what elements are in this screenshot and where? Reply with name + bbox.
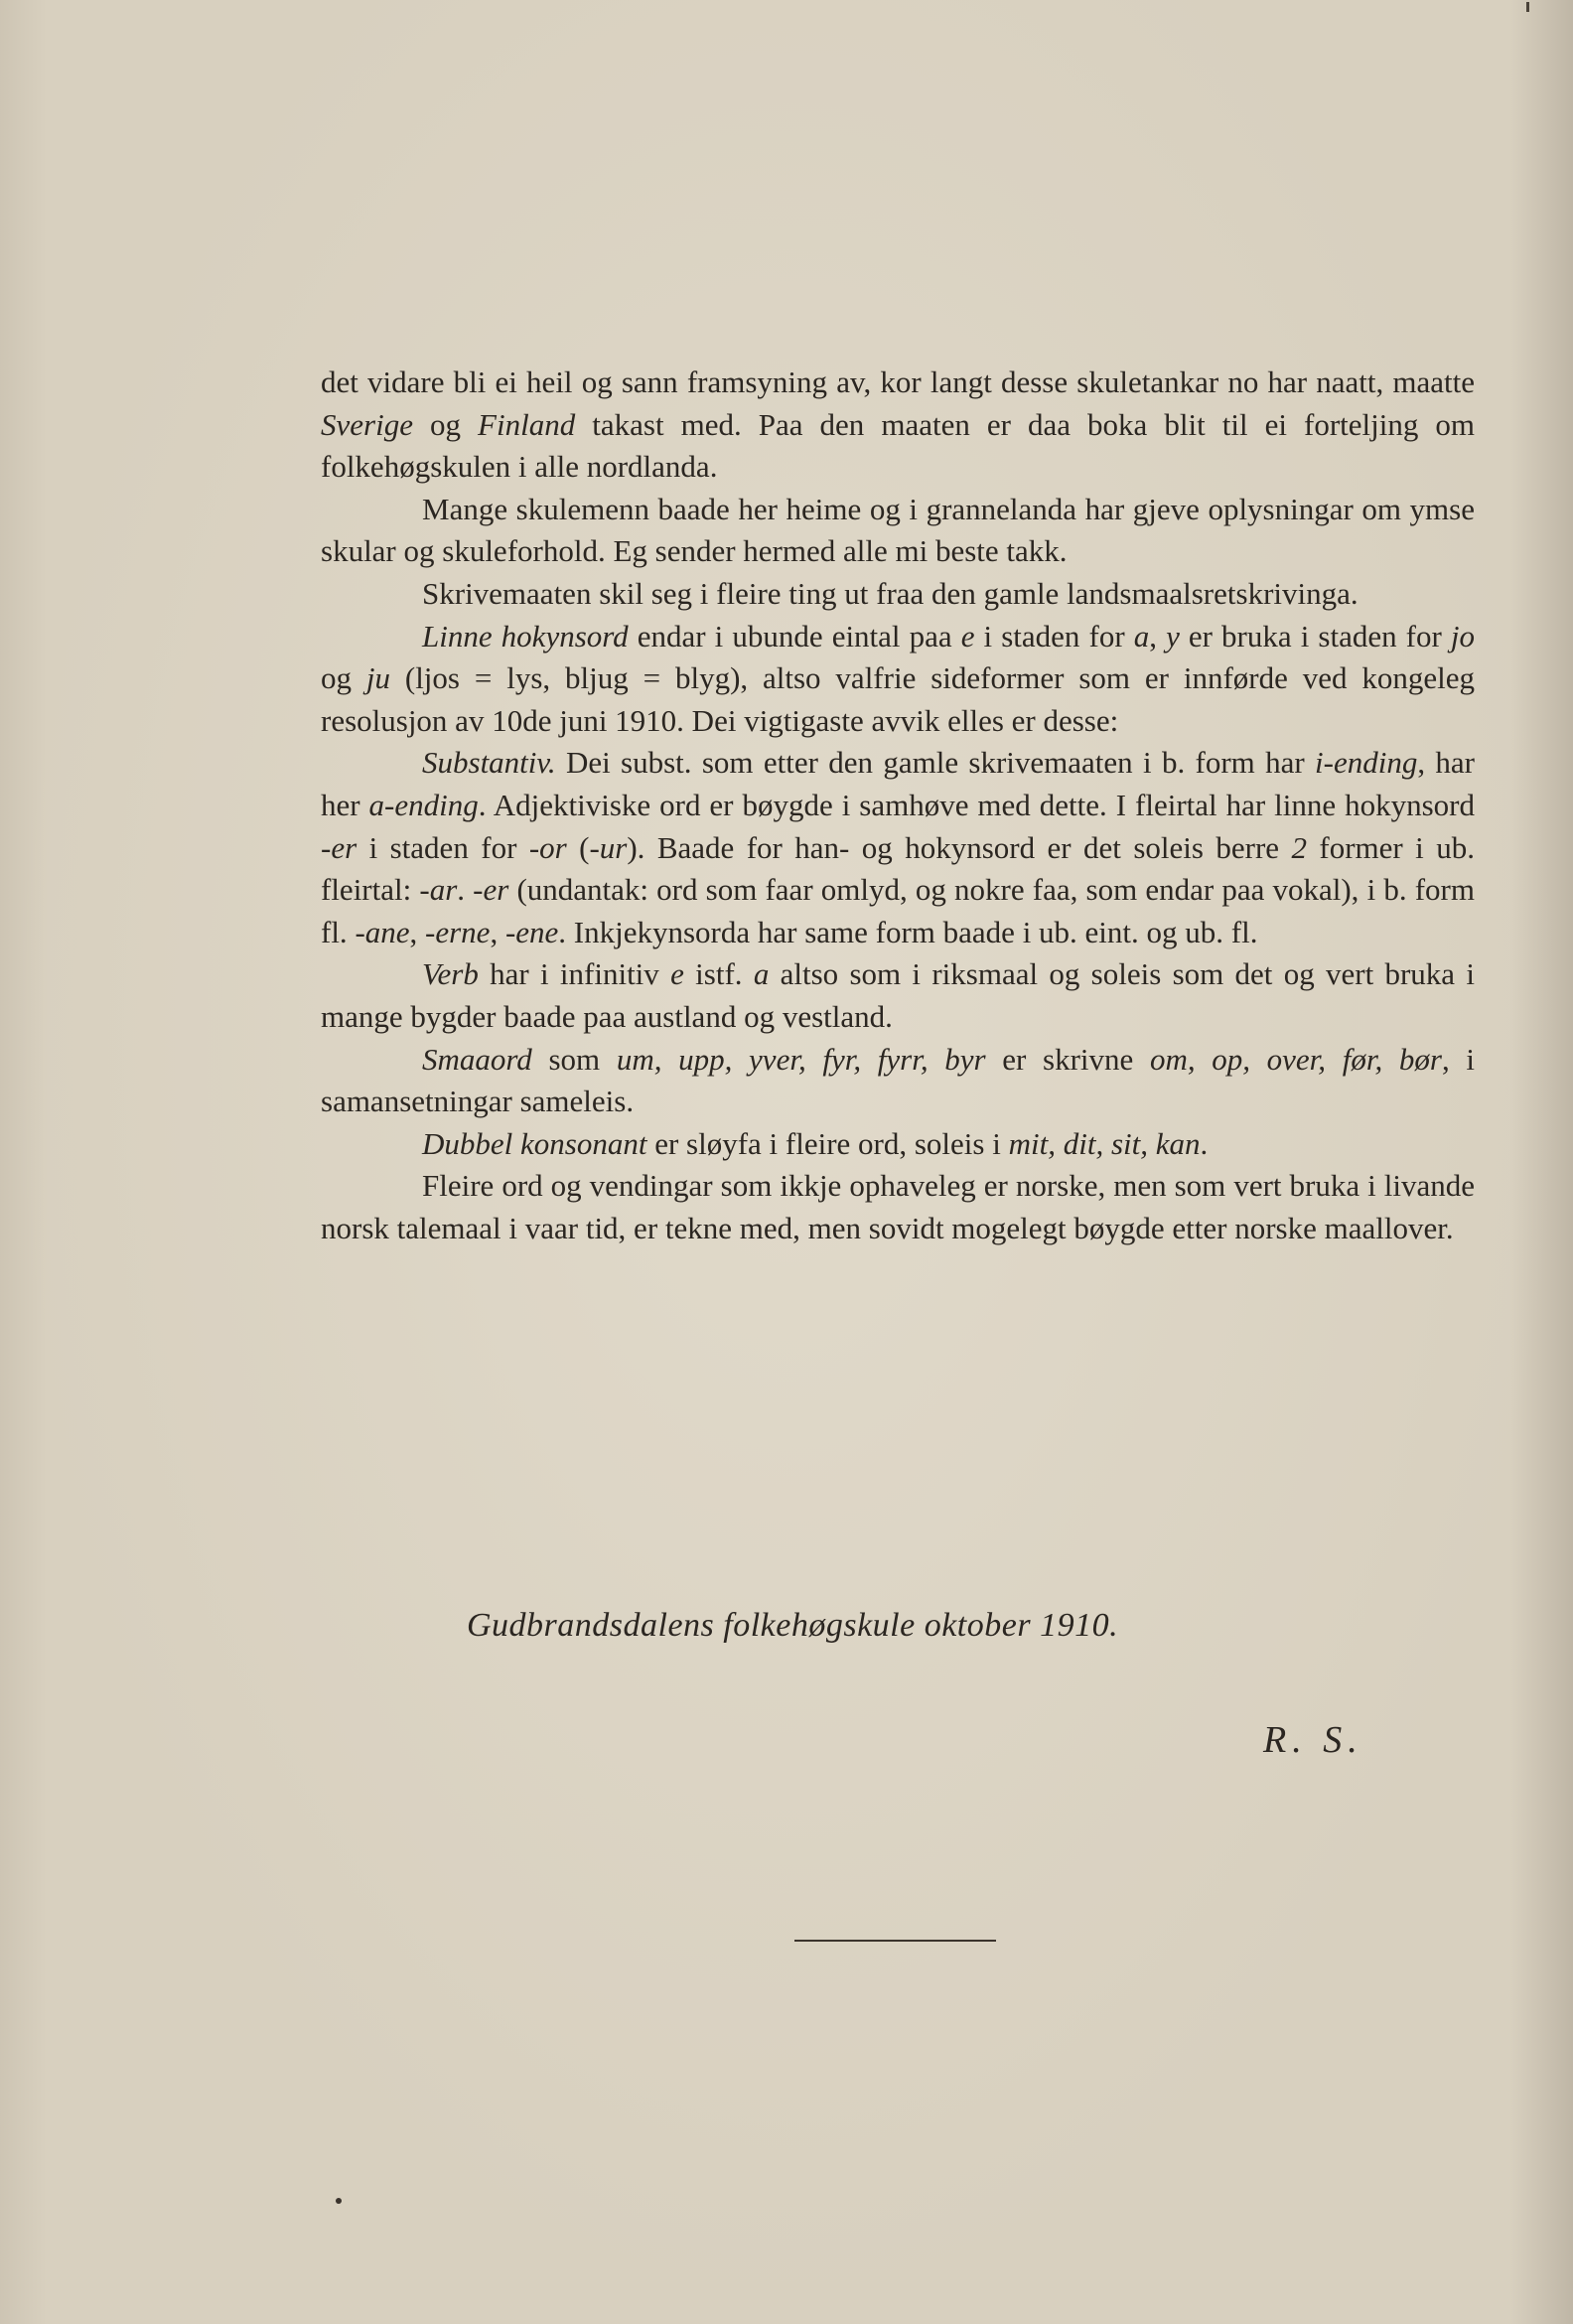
italic-term: ju	[365, 660, 390, 696]
text-run: i staden for	[974, 618, 1134, 654]
text-run: er sløyfa i fleire ord, soleis i	[646, 1125, 1009, 1161]
text-run: Mange skulemenn baade her heime og i grannelanda har gjeve oplysningar om ymse skular og skuleforhold. Eg sender hermed alle mi beste takk.	[321, 491, 1475, 569]
text-run: , har her	[321, 745, 1475, 822]
text-run: har i infinitiv	[478, 956, 671, 992]
text-run: det vidare bli ei heil og sann framsyning av, kor langt desse skuletankar no har naatt, maatte	[321, 364, 1475, 399]
italic-term: -ane	[355, 914, 410, 949]
paragraph	[321, 362, 1475, 489]
paragraph	[321, 489, 1475, 573]
italic-term: -ene	[504, 914, 559, 949]
text-run: . Inkjekynsorda har same form baade i ub. eint. og ub. fl.	[558, 914, 1258, 949]
text-run: er bruka i staden for	[1179, 618, 1451, 654]
italic-term: -er	[473, 872, 509, 908]
paper-speck	[336, 2198, 342, 2204]
text-run: (ljos = lys, bljug = blyg), altso valfrie sideformer som er innførde ved kongeleg resolusjon av 10de juni 1910. Dei vigtigaste avvik elles er desse:	[321, 660, 1475, 738]
text-run: er skrivne	[985, 1041, 1150, 1077]
text-run: ,	[1149, 618, 1167, 654]
page-edge-mark	[1526, 2, 1529, 12]
text-run: Skrivemaaten skil seg i fleire ting ut fraa den gamle landsmaalsretskrivinga.	[422, 575, 1358, 611]
text-run: og	[412, 406, 479, 442]
italic-term: -er	[321, 829, 358, 865]
paragraph	[321, 573, 1475, 616]
text-run: ,	[409, 914, 426, 949]
text-run: .	[1200, 1125, 1209, 1161]
italic-term: um, upp, yver, fyr, fyrr, byr	[616, 1041, 986, 1077]
text-run: endar i ubunde eintal paa	[628, 618, 961, 654]
text-run: og	[321, 660, 366, 696]
italic-term: a	[1133, 618, 1150, 654]
text-run: takast med. Paa den maaten er daa boka blit til ei forteljing om folkehøgskulen i alle nordlanda.	[321, 406, 1475, 485]
italic-term: a	[753, 956, 770, 992]
text-run: i staden for	[357, 829, 529, 865]
closing-rule	[794, 1940, 996, 1942]
italic-term: Sverige	[321, 406, 413, 442]
text-run: altso som i riksmaal og soleis som det og vert bruka i mange bygder baade paa austland og vestland.	[321, 956, 1475, 1034]
paragraph	[321, 616, 1475, 743]
text-run: (	[566, 829, 590, 865]
italic-term: -erne	[425, 914, 491, 949]
paragraph	[321, 953, 1475, 1038]
italic-term: Dubbel konsonant	[422, 1125, 647, 1161]
text-run: istf.	[683, 956, 754, 992]
text-run: . Adjektiviske ord er bøygde i samhøve med dette. I fleirtal har linne hokynsord	[478, 787, 1475, 822]
italic-term: 2	[1291, 829, 1307, 865]
paragraph	[321, 742, 1475, 953]
text-run: .	[457, 872, 474, 908]
text-run: ,	[490, 914, 505, 949]
italic-term: e	[960, 618, 975, 654]
italic-term: jo	[1450, 618, 1476, 654]
body-text	[321, 362, 1475, 1249]
text-run: , i samansetningar sameleis.	[321, 1041, 1475, 1119]
italic-term: -ar	[419, 872, 458, 908]
italic-term: -ur	[589, 829, 628, 865]
text-run: Dei subst. som etter den gamle skrivemaaten i b. form har	[555, 745, 1316, 781]
italic-term: Verb	[422, 956, 479, 992]
italic-term: i-ending	[1315, 745, 1418, 781]
text-run: (undantak: ord som faar omlyd, og nokre faa, som endar paa vokal), i b. form fl.	[321, 872, 1475, 949]
author-initials: R. S.	[1263, 1719, 1363, 1761]
paragraph	[321, 1165, 1475, 1249]
italic-term: Substantiv.	[422, 745, 556, 781]
paragraph	[321, 1039, 1475, 1123]
text-run: former i ub. fleirtal:	[321, 829, 1475, 908]
italic-term: Linne hokynsord	[422, 618, 629, 654]
place-date-line: Gudbrandsdalens folkehøgskule oktober 1910.	[467, 1607, 1119, 1644]
text-run: Fleire ord og vendingar som ikkje ophaveleg er norske, men som vert bruka i livande norsk talemaal i vaar tid, er tekne med, men sovidt mogelegt bøygde etter norske maallover.	[321, 1168, 1475, 1245]
text-run: ). Baade for han- og hokynsord er det soleis berre	[627, 829, 1292, 865]
italic-term: a-ending	[368, 787, 479, 822]
italic-term: om, op, over, før, bør	[1149, 1041, 1442, 1077]
paragraph	[321, 1123, 1475, 1166]
italic-term: y	[1166, 618, 1180, 654]
italic-term: -or	[528, 829, 567, 865]
italic-term: e	[670, 956, 684, 992]
text-run: som	[531, 1041, 617, 1077]
italic-term: mit, dit, sit, kan	[1008, 1125, 1201, 1161]
italic-term: Finland	[478, 406, 576, 442]
italic-term: Smaaord	[422, 1041, 532, 1077]
